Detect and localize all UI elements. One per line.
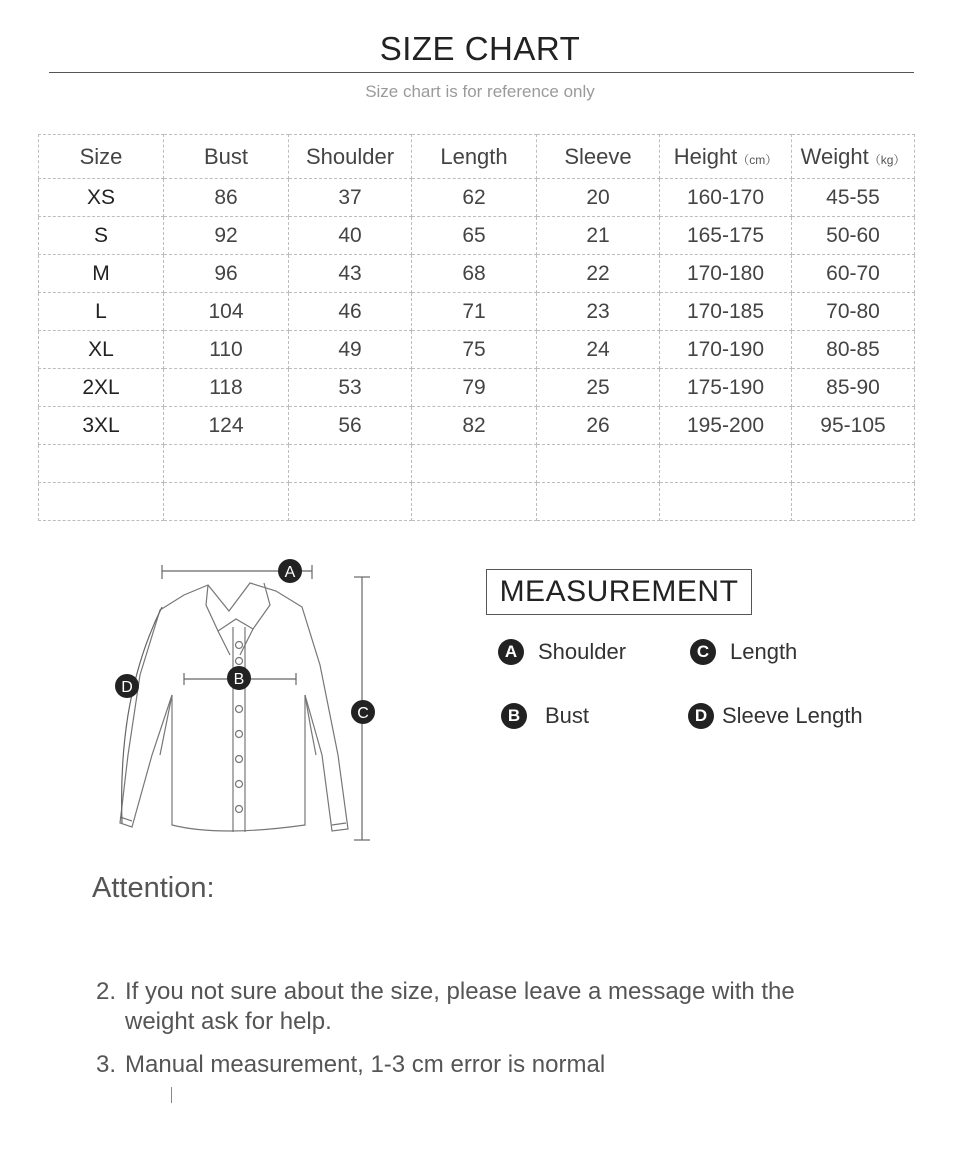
col-header-sleeve: Sleeve [537,135,660,179]
table-cell [412,445,537,483]
table-cell [164,483,289,521]
table-cell: 85-90 [792,369,915,407]
table-row [39,255,915,293]
divider-tick [171,1087,172,1103]
table-cell: 43 [289,255,412,293]
legend-shoulder [498,639,626,665]
note-text-continued: weight ask for help. [125,1008,332,1035]
table-cell: 124 [164,407,289,445]
table-row [39,331,915,369]
table-cell: 95-105 [792,407,915,445]
table-cell: 110 [164,331,289,369]
col-header-length: Length [412,135,537,179]
marker-c [351,700,375,724]
measurement-title: MEASUREMENT [486,569,752,615]
legend-length [690,639,797,665]
table-cell [537,483,660,521]
table-cell: 165-175 [660,217,792,255]
table-cell: 62 [412,179,537,217]
table-cell: 49 [289,331,412,369]
attention-heading: Attention: [92,872,215,904]
legend-label: Length [730,639,798,664]
note-text: Manual measurement, 1-3 cm error is normal [125,1051,606,1078]
marker-d [115,674,139,698]
table-cell [660,445,792,483]
size-cell: XS [39,179,164,217]
legend-label: Shoulder [538,639,627,664]
table-cell: 50-60 [792,217,915,255]
table-cell: 37 [289,179,412,217]
badge-a-icon: A [498,639,524,665]
table-header-row [39,135,915,179]
svg-text:B: B [233,671,245,688]
table-row [39,369,915,407]
table-cell [412,483,537,521]
table-cell: 26 [537,407,660,445]
table-cell: 92 [164,217,289,255]
table-cell: 56 [289,407,412,445]
size-table [38,134,915,521]
table-cell: 21 [537,217,660,255]
legend-label: Bust [545,703,590,728]
table-cell: 118 [164,369,289,407]
marker-b [227,666,251,690]
table-row [39,483,915,521]
size-cell: 3XL [39,407,164,445]
svg-text:D: D [121,679,133,696]
size-cell: XL [39,331,164,369]
table-cell: 80-85 [792,331,915,369]
table-cell: 195-200 [660,407,792,445]
note-number: 3. [96,1051,117,1078]
table-cell: 70-80 [792,293,915,331]
table-cell [289,445,412,483]
table-cell [537,445,660,483]
table-cell: 60-70 [792,255,915,293]
table-cell: 46 [289,293,412,331]
table-cell: 104 [164,293,289,331]
badge-d-icon: D [688,703,714,729]
page-subtitle: Size chart is for reference only [365,82,595,101]
svg-text:C: C [357,705,369,722]
col-header-size: Size [39,135,164,179]
col-header-bust: Bust [164,135,289,179]
badge-b-icon: B [501,703,527,729]
size-cell: 2XL [39,369,164,407]
table-cell: 22 [537,255,660,293]
table-cell: 170-180 [660,255,792,293]
size-cell [39,483,164,521]
table-row [39,179,915,217]
legend-sleeve-length [688,703,863,729]
table-cell: 45-55 [792,179,915,217]
size-cell: L [39,293,164,331]
shirt-diagram [100,555,400,855]
title-divider [49,72,914,73]
col-header-weight: Weight（kg） [792,135,915,179]
table-row [39,293,915,331]
table-cell: 170-190 [660,331,792,369]
note-item [96,1050,605,1080]
unit-cm: （cm） [737,152,778,167]
table-cell: 79 [412,369,537,407]
legend-label: Sleeve Length [722,703,863,728]
table-cell: 53 [289,369,412,407]
size-cell [39,445,164,483]
table-cell: 75 [412,331,537,369]
table-cell [792,445,915,483]
marker-a [278,559,302,583]
table-cell [792,483,915,521]
col-header-shoulder: Shoulder [289,135,412,179]
table-cell: 23 [537,293,660,331]
note-item [96,977,795,1037]
table-cell: 170-185 [660,293,792,331]
table-cell [164,445,289,483]
table-cell: 86 [164,179,289,217]
table-cell: 24 [537,331,660,369]
size-cell: M [39,255,164,293]
table-cell: 20 [537,179,660,217]
table-row [39,407,915,445]
table-cell [289,483,412,521]
table-cell: 96 [164,255,289,293]
page-title: SIZE CHART [379,30,581,67]
table-row [39,445,915,483]
table-cell: 68 [412,255,537,293]
table-cell: 65 [412,217,537,255]
table-cell: 160-170 [660,179,792,217]
size-cell: S [39,217,164,255]
unit-kg: （kg） [868,152,906,167]
table-cell: 71 [412,293,537,331]
table-cell [660,483,792,521]
svg-text:A: A [284,564,296,581]
table-cell: 175-190 [660,369,792,407]
col-header-height: Height（cm） [660,135,792,179]
badge-c-icon: C [690,639,716,665]
table-cell: 40 [289,217,412,255]
note-text: If you not sure about the size, please leave a message with the [125,978,795,1005]
note-number: 2. [96,978,117,1005]
table-cell: 25 [537,369,660,407]
table-row [39,217,915,255]
table-cell: 82 [412,407,537,445]
legend-bust [501,703,589,729]
